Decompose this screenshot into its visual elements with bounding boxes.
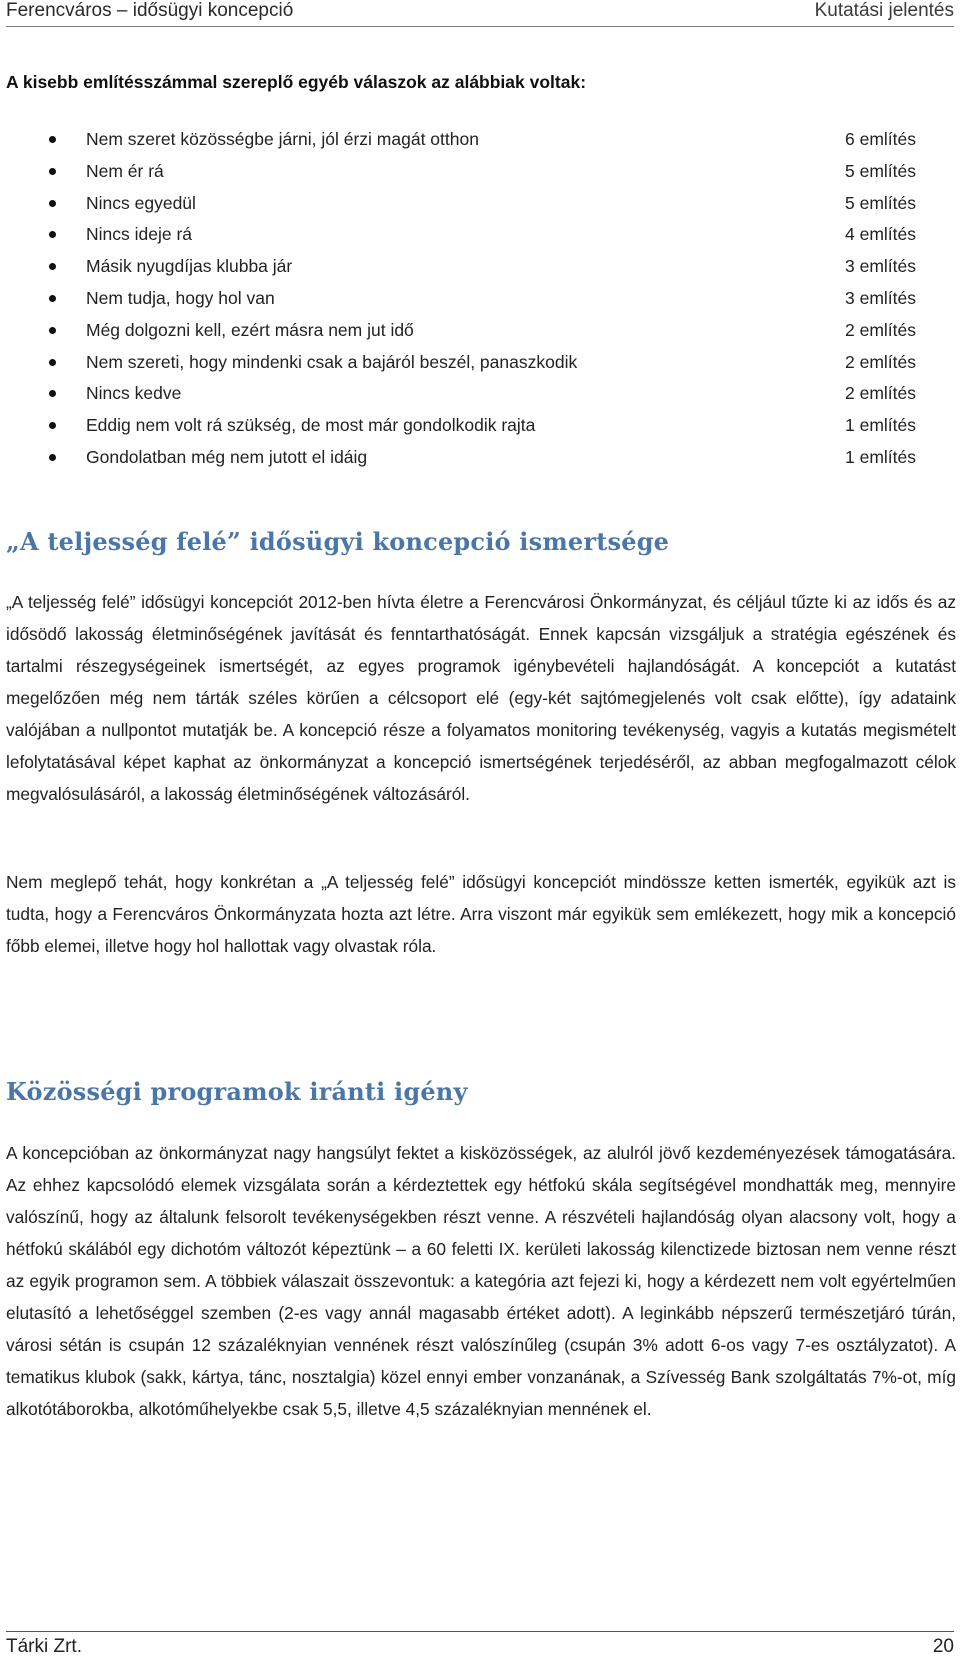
- header-document-title: Ferencváros – idősügyi koncepció: [6, 0, 294, 21]
- mention-count: 5 említés: [845, 192, 916, 213]
- mention-count: 2 említés: [845, 351, 916, 372]
- page-number: 20: [932, 1636, 954, 1657]
- page-footer: [6, 1631, 954, 1657]
- mention-label: Nincs egyedül: [86, 192, 196, 213]
- bullet-icon: [49, 231, 56, 238]
- mention-count: 6 említés: [845, 129, 916, 149]
- mention-label: Gondolatban még nem jutott el idáig: [86, 446, 368, 467]
- list-item: [6, 219, 916, 251]
- mention-count: 2 említés: [845, 383, 916, 404]
- mention-count: 3 említés: [845, 256, 916, 277]
- bullet-icon: [49, 295, 56, 302]
- bullet-icon: [49, 422, 56, 429]
- mentions-list: [6, 124, 916, 474]
- paragraph-awareness-2: Nem meglepő tehát, hogy konkrétan a „A teljesség felé” idősügyi koncepciót mindössze ketten ismerték, egyikük azt is tudta, hogy a Ferencváros Önkormányzata hozta azt létre. Arra viszont már egyikük sem emlékezett, hogy mik a koncepció főbb elemei, illetve hogy hol hallottak vagy olvastak róla.: [6, 872, 956, 956]
- list-item: [6, 378, 916, 410]
- list-item: [6, 315, 916, 347]
- mention-count: 1 említés: [845, 446, 916, 467]
- mention-label: Nem szereti, hogy mindenki csak a bajáról beszél, panaszkodik: [86, 351, 578, 372]
- mention-count: 1 említés: [845, 415, 916, 436]
- paragraph-community-programs: A koncepcióban az önkormányzat nagy hangsúlyt fektet a kisközösségek, az alulról jövő kezdeményezések támogatására. Az ehhez kapcsolódó elemek vizsgálata során a kérdeztettek egy hétfokú skála segítségével mondhatták meg, mennyire valószínű, hogy az általunk felsorolt tevékenységekben részt venne. A részvételi hajlandóság olyan alacsony volt, hogy a hétfokú skálából egy dichotóm változót képeztünk – a 60 feletti IX. kerületi lakosság kilenctizede biztosan nem venne részt az egyik programon sem. A többiek válaszait összevontuk: a kategória azt fejezi ki, hogy a kérdezett nem volt egyértelműen elutasító a lehetőséggel szemben (2-es vagy annál magasabb értéket adott). A leginkább népszerű természetjáró túrán, városi sétán is csupán 12 százaléknyian vennének részt valószínűleg (csupán 3% adott 6-os vagy 7-es osztályzatot). A tematikus klubok (sakk, kártya, tánc, nosztalgia) közel ennyi ember vonzanának, a Szívesség Bank szolgáltatás 7%-ot, míg alkotótáborokba, alkotóműhelyekbe csak 5,5, illetve 4,5 százaléknyian mennének el.: [6, 1143, 956, 1419]
- list-item: [6, 188, 916, 220]
- bullet-icon: [49, 168, 56, 175]
- bullet-icon: [49, 136, 56, 143]
- list-item: [6, 442, 916, 474]
- mention-label: Nincs kedve: [86, 383, 182, 404]
- footer-company: Tárki Zrt.: [6, 1636, 82, 1657]
- bullet-icon: [49, 327, 56, 334]
- section-heading-awareness: „A teljesség felé” idősügyi koncepció ismertsége: [6, 527, 670, 556]
- bullet-icon: [49, 200, 56, 207]
- list-item: [6, 251, 916, 283]
- list-item: [6, 124, 916, 156]
- list-item: [6, 156, 916, 188]
- bullet-icon: [49, 263, 56, 270]
- page-header: [6, 0, 954, 27]
- mention-label: Másik nyugdíjas klubba jár: [86, 256, 293, 277]
- mention-label: Nem ér rá: [86, 160, 164, 181]
- mention-count: 4 említés: [845, 224, 916, 245]
- mention-count: 5 említés: [845, 160, 916, 181]
- mention-label: Eddig nem volt rá szükség, de most már gondolkodik rajta: [86, 415, 536, 436]
- section-heading-community-programs: Közösségi programok iránti igény: [6, 1077, 468, 1106]
- bullet-icon: [49, 454, 56, 461]
- mention-count: 3 említés: [845, 287, 916, 308]
- header-report-type: Kutatási jelentés: [814, 0, 954, 21]
- mention-label: Nem szeret közösségbe járni, jól érzi magát otthon: [86, 129, 479, 149]
- list-item: [6, 283, 916, 315]
- list-item: [6, 347, 916, 379]
- intro-text: A kisebb említésszámmal szereplő egyéb válaszok az alábbiak voltak:: [6, 72, 587, 92]
- paragraph-awareness-1: „A teljesség felé” idősügyi koncepciót 2012-ben hívta életre a Ferencvárosi Önkormányzat, és céljául tűzte ki az idős és az idősödő lakosság életminőségének javítását és fenntarthatóságát. Ennek kapcsán vizsgáljuk a stratégia egészének és tartalmi részegységeinek ismertségét, az egyes programok igénybevételi hajlandóságát. A koncepciót a kutatást megelőzően még nem tárták széles körűen a célcsoport elé (egy-két sajtómegjelenés volt csak előtte), így adataink valójában a nullpontot mutatják be. A koncepció része a folyamatos monitoring tevékenység, vagyis a kutatás megismételt lefolytatásával képet kaphat az önkormányzat a koncepció ismertségének terjedéséről, az abban megfogalmazott célok megvalósulásáról, a lakosság életminőségének változásáról.: [6, 592, 956, 804]
- list-item: [6, 410, 916, 442]
- mention-label: Nincs ideje rá: [86, 224, 193, 245]
- mention-count: 2 említés: [845, 319, 916, 340]
- mention-label: Még dolgozni kell, ezért másra nem jut idő: [86, 319, 414, 340]
- mention-label: Nem tudja, hogy hol van: [86, 287, 275, 308]
- bullet-icon: [49, 390, 56, 397]
- bullet-icon: [49, 359, 56, 366]
